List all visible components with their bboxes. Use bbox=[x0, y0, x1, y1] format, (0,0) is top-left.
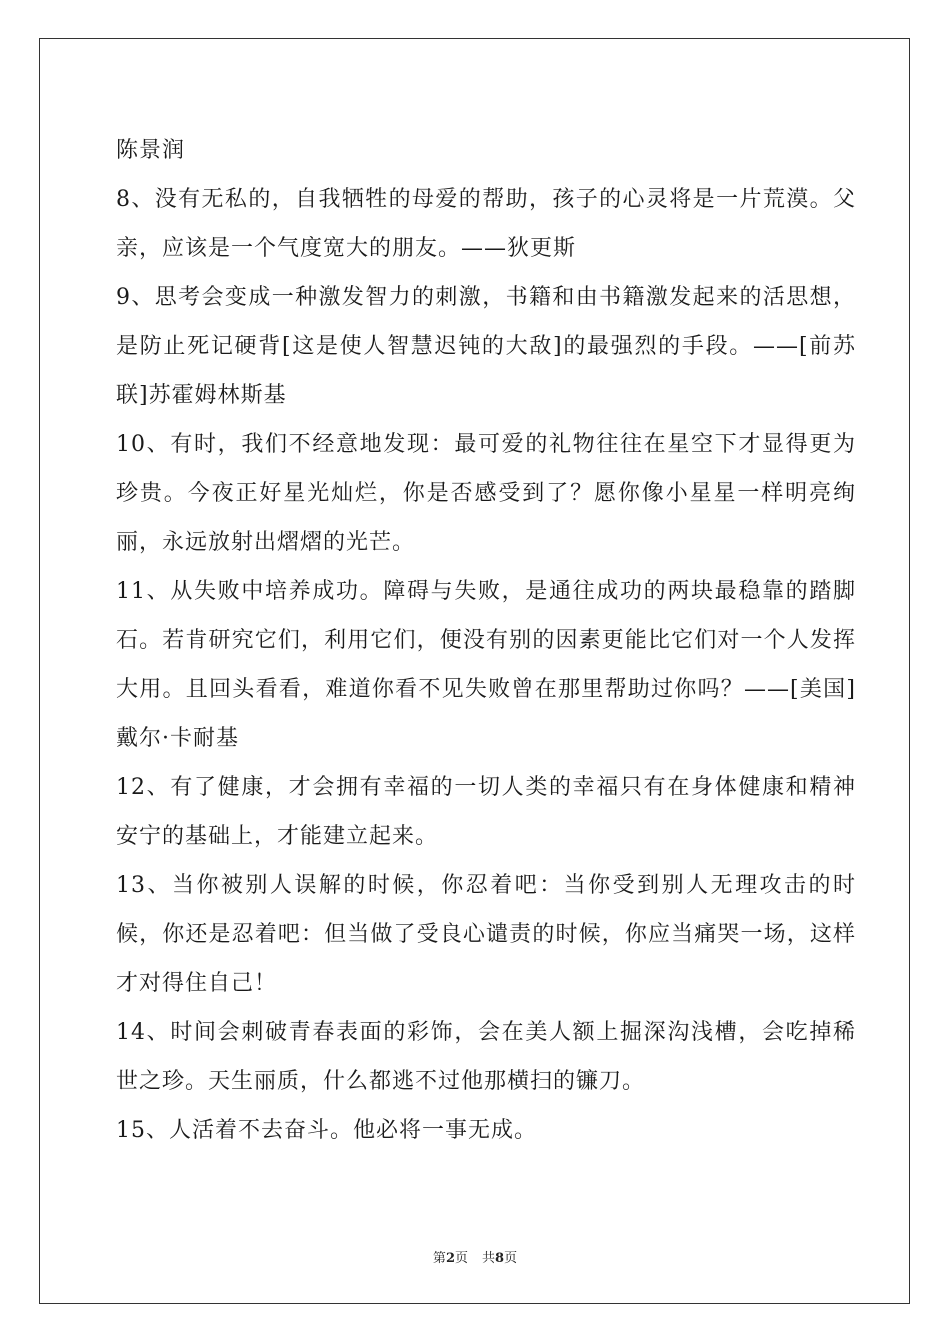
current-page-number: 2 bbox=[445, 1251, 455, 1266]
quote-13: 13、当你被别人误解的时候，你忍着吧：当你受到别人无理攻击的时候，你还是忍着吧：但当做了受良心谴责的时候，你应当痛哭一场，这样才对得住自己！ bbox=[116, 873, 856, 996]
total-prefix: 共 bbox=[482, 1251, 496, 1266]
quote-12: 12、有了健康，才会拥有幸福的一切人类的幸福只有在身体健康和精神安宁的基础上，才能建立起来。 bbox=[116, 775, 856, 849]
paragraph-author-line: 陈景润 bbox=[116, 138, 186, 163]
quote-14: 14、时间会刺破青春表面的彩饰，会在美人额上掘深沟浅槽，会吃掉稀世之珍。天生丽质，什么都逃不过他那横扫的镰刀。 bbox=[116, 1020, 856, 1094]
quote-9: 9、思考会变成一种激发智力的刺激，书籍和由书籍激发起来的活思想，是防止死记硬背[这是使人智慧迟钝的大敌]的最强烈的手段。——[前苏联]苏霍姆林斯基 bbox=[116, 285, 856, 408]
quote-11: 11、从失败中培养成功。障碍与失败，是通往成功的两块最稳靠的踏脚石。若肯研究它们，利用它们，便没有别的因素更能比它们对一个人发挥大用。且回头看看，难道你看不见失败曾在那里帮助过你吗？——[美国]戴尔·卡耐基 bbox=[116, 579, 856, 751]
page-footer bbox=[0, 1247, 950, 1266]
document-body bbox=[116, 126, 856, 1155]
quote-15: 15、人活着不去奋斗。他必将一事无成。 bbox=[116, 1118, 537, 1143]
total-suffix: 页 bbox=[504, 1251, 518, 1266]
page-prefix: 第 bbox=[432, 1251, 446, 1266]
page-suffix: 页 bbox=[454, 1251, 468, 1266]
total-page-number: 8 bbox=[495, 1251, 505, 1266]
quote-10: 10、有时，我们不经意地发现：最可爱的礼物往往在星空下才显得更为珍贵。今夜正好星光灿烂，你是否感受到了？愿你像小星星一样明亮绚丽，永远放射出熠熠的光芒。 bbox=[116, 432, 856, 555]
quote-8: 8、没有无私的，自我牺牲的母爱的帮助，孩子的心灵将是一片荒漠。父亲，应该是一个气度宽大的朋友。——狄更斯 bbox=[116, 187, 856, 261]
